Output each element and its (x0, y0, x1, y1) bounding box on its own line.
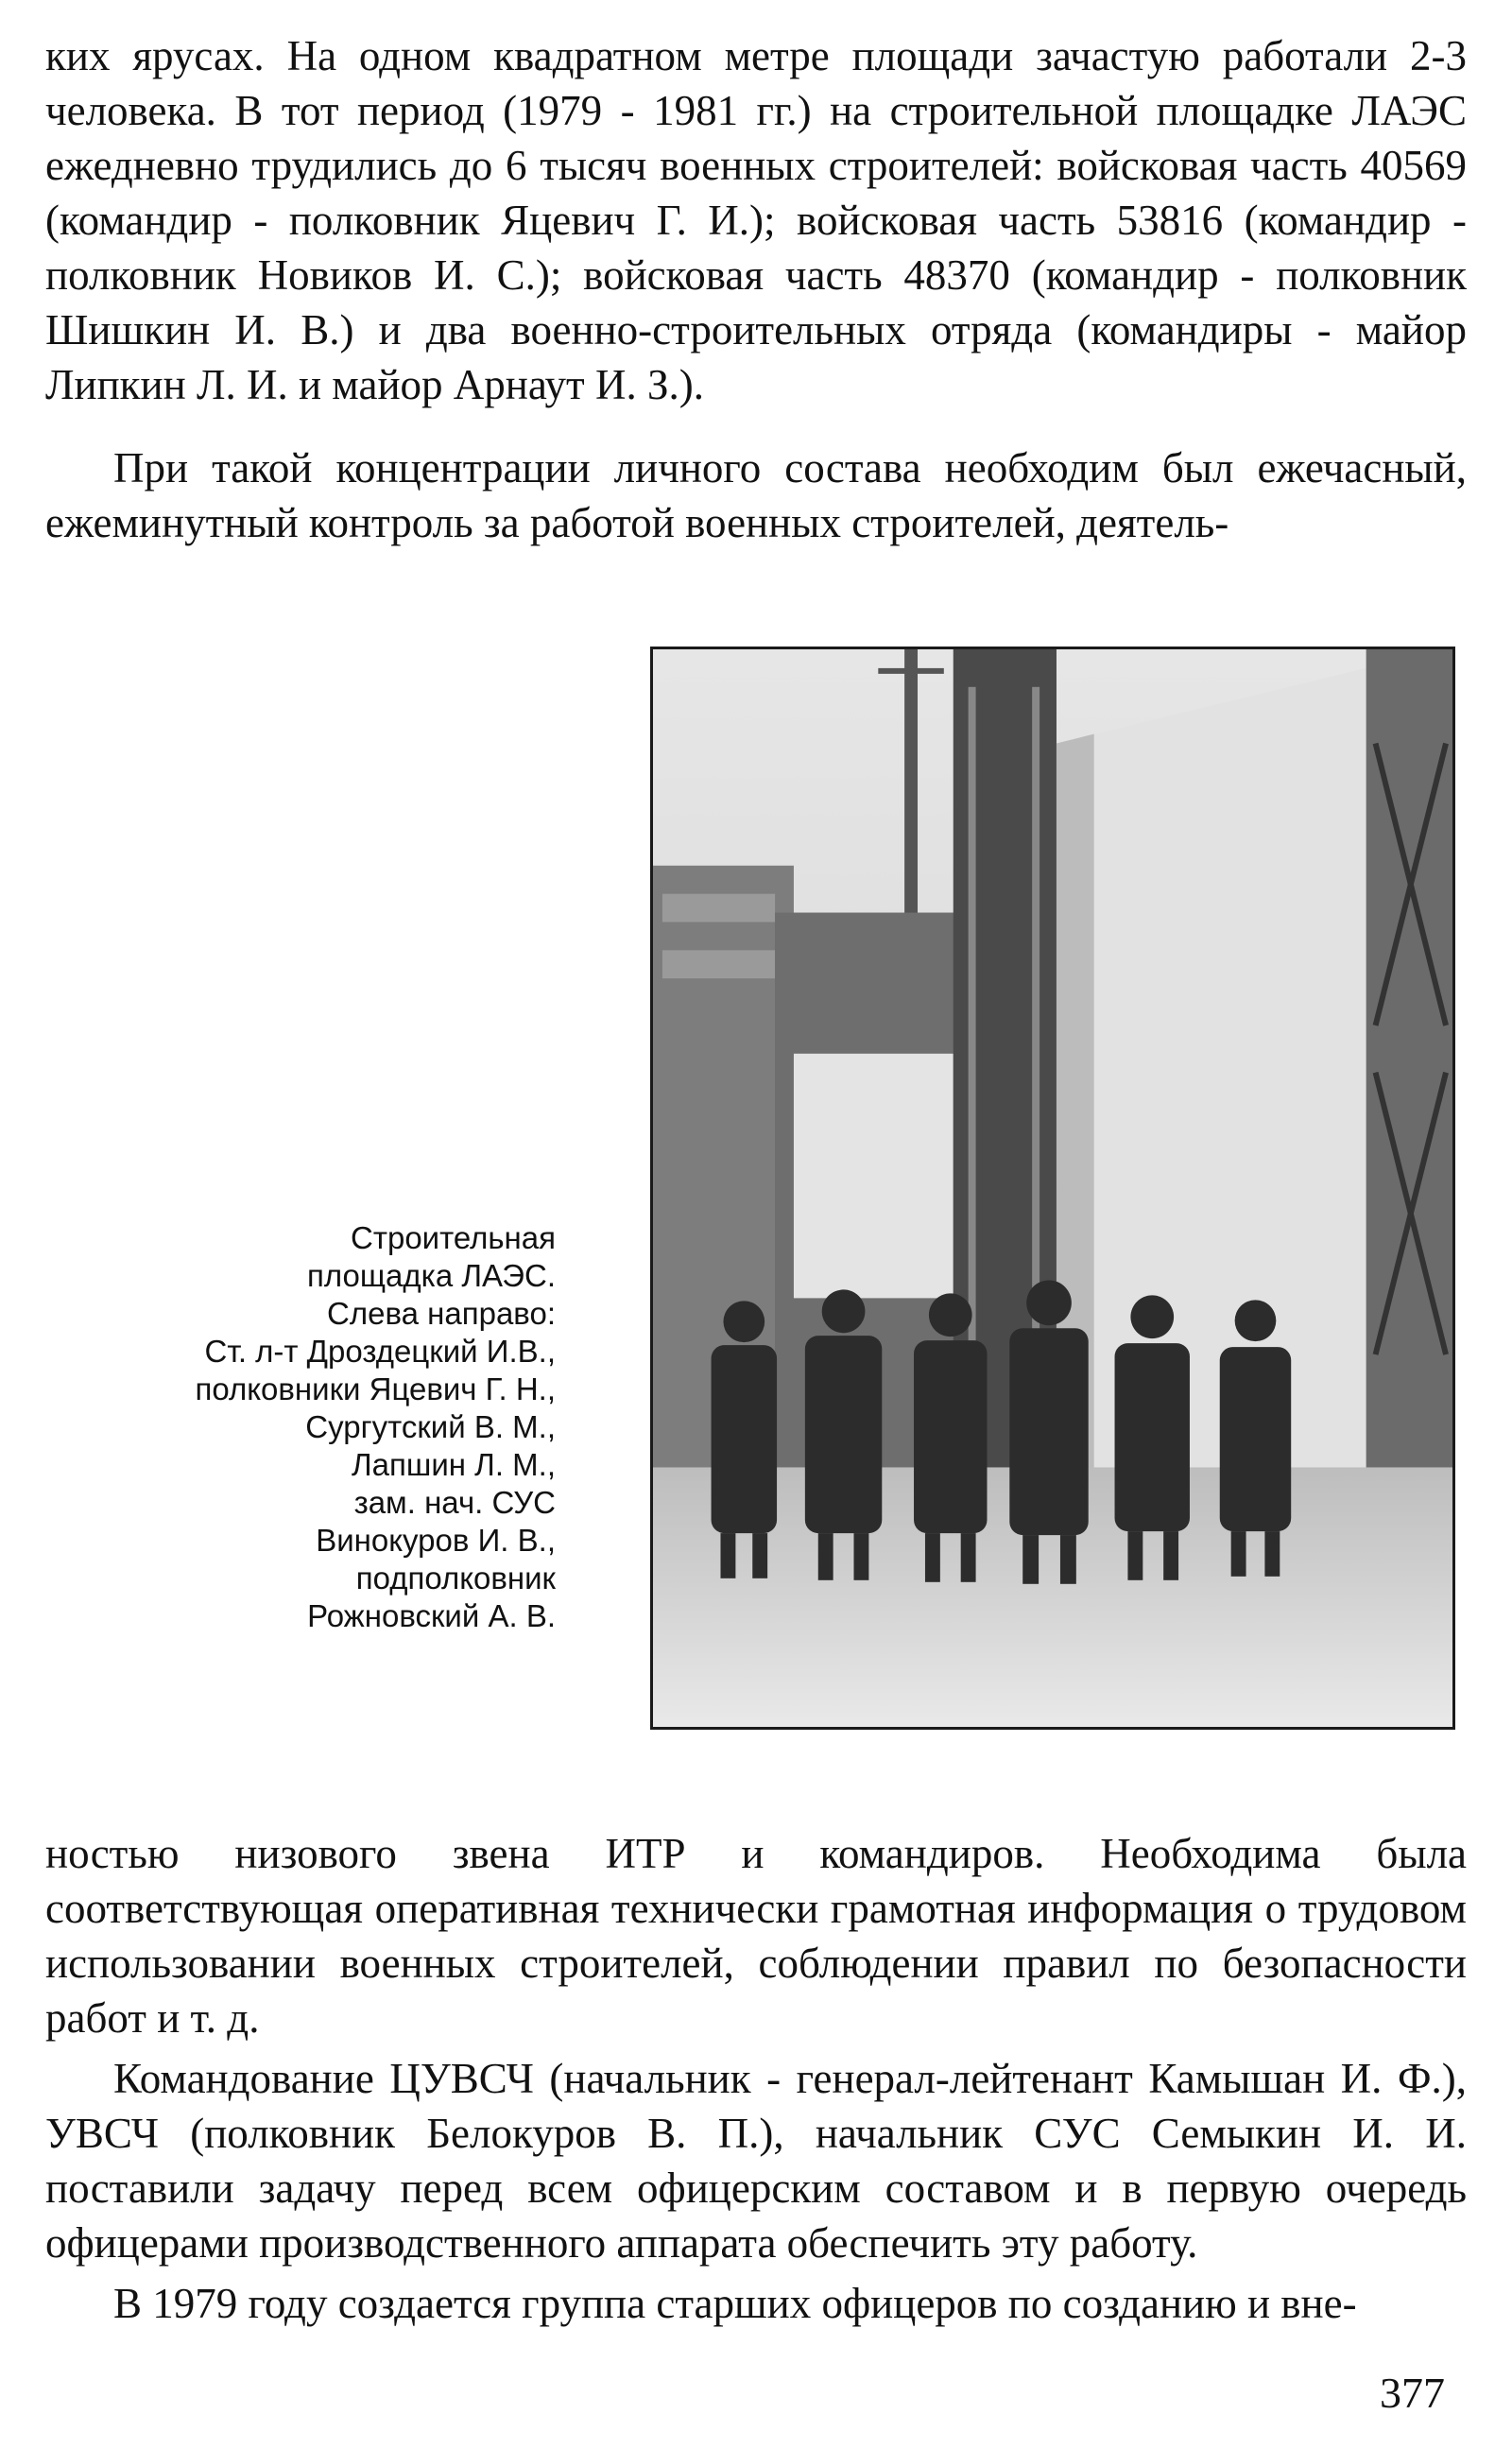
caption-line: Лапшин Л. М., (352, 1447, 556, 1482)
caption-line: Винокуров И. В., (316, 1523, 556, 1558)
caption-line: полковники Яцевич Г. Н., (195, 1371, 556, 1406)
caption-line: Строительная (351, 1220, 556, 1255)
paragraph-2: При такой концентрации личного состава необходим был ежечасный, ежеминутный контроль за работой военных строителей, деятель- (45, 444, 1467, 546)
caption-line: Сургутский В. М., (305, 1409, 556, 1444)
paragraph-3: ностью низового звена ИТР и командиров. Необходима была соответствующая оперативная технически грамотная информация о трудовом использовании военных строителей, соблюдении правил по безопасности работ и т. д. (45, 1830, 1467, 2042)
caption-line: подполковник (355, 1561, 556, 1595)
caption-line: зам. нач. СУС (353, 1485, 556, 1520)
caption-line: площадка ЛАЭС. (307, 1258, 556, 1293)
caption-line: Ст. л-т Дроздецкий И.В., (204, 1334, 556, 1369)
construction-site-photo (650, 647, 1455, 1730)
caption-line: Слева направо: (327, 1296, 556, 1331)
paragraph-1: ких ярусах. На одном квадратном метре площади зачастую работали 2-3 человека. В тот период (1979 - 1981 гг.) на строительной площадке ЛАЭС ежедневно трудились до 6 тысяч военных строителей: войсковая часть 40569 (командир - полковник Яцевич Г. И.); войсковая часть 53816 (командир - полковник Новиков И. С.); войсковая часть 48370 (командир - полковник Шишкин И. В.) и два военно-строительных отряда (командиры - майор Липкин Л. И. и майор Арнаут И. З.). (45, 32, 1467, 408)
page-number: 377 (1380, 2369, 1445, 2417)
photo-illustration (653, 649, 1452, 1727)
photo-caption (57, 1219, 556, 1635)
paragraph-4: Командование ЦУВСЧ (начальник - генерал-лейтенант Камышан И. Ф.), УВСЧ (полковник Белокуров В. П.), начальник СУС Семыкин И. И. поставили задачу перед всем офицерским составом и в первую очередь офицерами производственного аппарата обеспечить эту работу. (45, 2055, 1467, 2267)
caption-line: Рожновский А. В. (307, 1598, 556, 1633)
paragraph-5: В 1979 году создается группа старших офицеров по созданию и вне- (113, 2280, 1357, 2327)
